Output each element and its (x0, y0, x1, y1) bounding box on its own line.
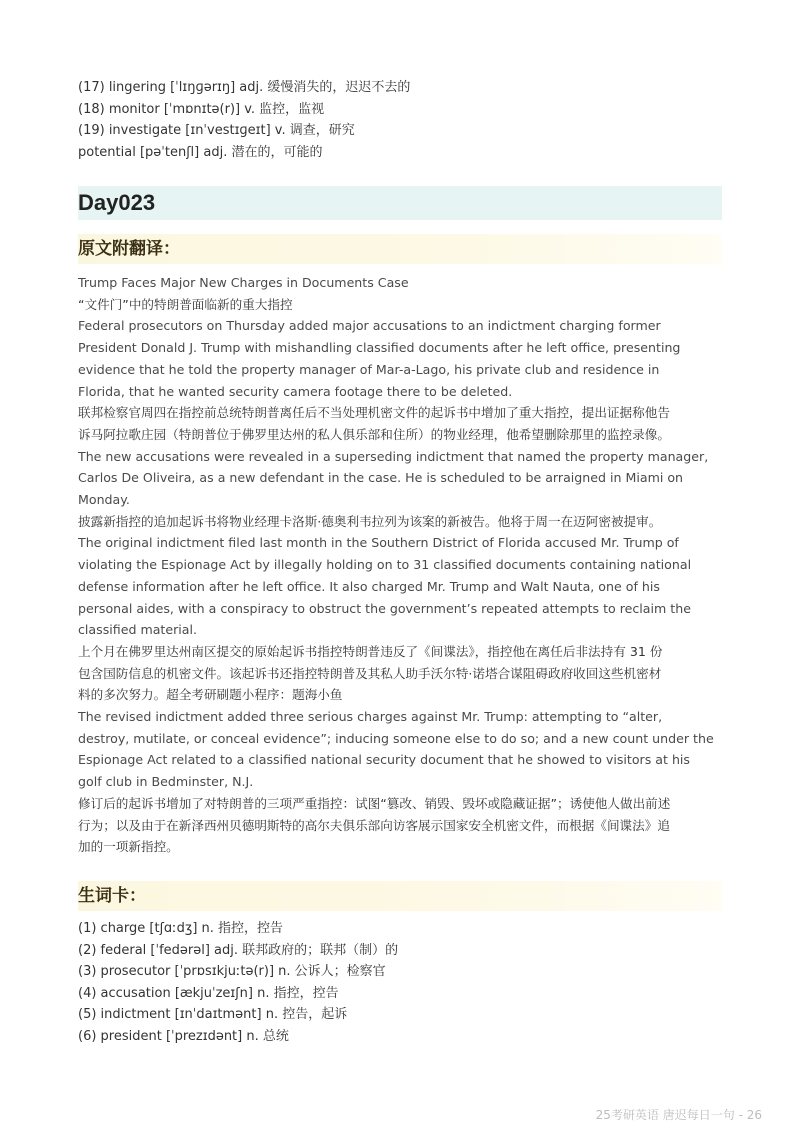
vocab-item: (6) president [ˈprezɪdənt] n. 总统 (78, 1028, 289, 1044)
vocab-item: (18) monitor [ˈmɒnɪtə(r)] v. 监控，监视 (78, 101, 325, 117)
vocab-item: (3) prosecutor [ˈprɒsɪkjuːtə(r)] n. 公诉人；检察官 (78, 964, 386, 979)
article-line-english: golf club in Bedminster, N.J. (78, 774, 254, 790)
article-line-chinese: 联邦检察官周四在指控前总统特朗普离任后不当处理机密文件的起诉书中增加了重大指控，提出证据称他告 (78, 405, 670, 421)
article-line-english: Trump Faces Major New Charges in Documents Case (78, 275, 409, 290)
article-line-english: defense information after he left office. It also charged Mr. Trump and Walt Nauta, one of his (78, 578, 660, 594)
article-line-chinese: 上个月在佛罗里达州南区提交的原始起诉书指控特朗普违反了《间谍法》，指控他在离任后非法持有 31 份 (78, 643, 663, 659)
article-line-english: President Donald J. Trump with mishandling classified documents after he left office, presenting (78, 340, 681, 356)
vocab-item: (2) federal [ˈfedərəl] adj. 联邦政府的；联邦（制）的 (78, 942, 399, 958)
article-body (78, 272, 722, 858)
vocab-list-bottom (78, 918, 722, 1047)
page-footer: 25考研英语 唐迟每日一句 - 26 (595, 1108, 762, 1122)
article-line-english: evidence that he told the property manager of Mar-a-Lago, his private club and residence in (78, 361, 660, 377)
article-line-english: The new accusations were revealed in a superseding indictment that named the property manager, (78, 448, 709, 464)
vocab-item: (5) indictment [ɪnˈdaɪtmənt] n. 控告，起诉 (78, 1007, 348, 1022)
article-line-chinese: 行为；以及由于在新泽西州贝德明斯特的高尔夫俱乐部向访客展示国家安全机密文件，而根据《间谍法》追 (78, 817, 670, 833)
article-line-english: classified material. (78, 622, 198, 638)
article-line-english: Monday. (78, 492, 130, 508)
vocab-section-banner (78, 881, 722, 911)
article-line-chinese: “文件门”中的特朗普面临新的重大指控 (78, 296, 293, 312)
day-heading-banner (78, 186, 722, 220)
vocab-item: potential [pəˈtenʃl] adj. 潜在的，可能的 (78, 144, 323, 160)
article-line-chinese: 料的多次努力。超全考研刷题小程序：题海小鱼 (78, 687, 343, 703)
article-line-english: destroy, mutilate, or conceal evidence”; inducing someone else to do so; and a new count under the (78, 730, 714, 746)
day-title: Day023 (78, 190, 156, 215)
article-line-english: Federal prosecutors on Thursday added major accusations to an indictment charging former (78, 318, 661, 334)
vocab-section-title: 生词卡： (78, 886, 146, 906)
article-line-chinese: 包含国防信息的机密文件。该起诉书还指控特朗普及其私人助手沃尔特·诺塔合谋阻碍政府收回这些机密材 (78, 665, 662, 681)
article-line-english: Carlos De Oliveira, as a new defendant in the case. He is scheduled to be arraigned in Miami on (78, 470, 684, 486)
vocab-item: (19) investigate [ɪnˈvestɪɡeɪt] v. 调查，研究 (78, 123, 355, 138)
article-line-chinese: 修订后的起诉书增加了对特朗普的三项严重指控：试图“篡改、销毁、毁坏或隐藏证据”；诱使他人做出前述 (78, 795, 671, 811)
article-line-english: Espionage Act related to a classified national security document that he showed to visitors at his (78, 752, 690, 768)
vocab-list-top (78, 77, 722, 163)
article-line-chinese: 诉马阿拉歌庄园（特朗普位于佛罗里达州的私人俱乐部和住所）的物业经理，他希望删除那里的监控录像。 (78, 426, 670, 442)
vocab-item: (4) accusation [ækjuˈzeɪʃn] n. 指控，控告 (78, 985, 339, 1001)
original-text-section-banner (78, 234, 722, 264)
article-line-english: The original indictment filed last month in the Southern District of Florida accused Mr. Trump of (78, 535, 679, 551)
article-line-chinese: 加的一项新指控。 (78, 839, 179, 855)
article-line-english: Florida, that he wanted security camera footage there to be deleted. (78, 383, 513, 399)
article-line-english: personal aides, with a conspiracy to obstruct the government’s repeated attempts to reclaim the (78, 600, 691, 616)
article-line-english: The revised indictment added three serious charges against Mr. Trump: attempting to “alter, (78, 709, 663, 725)
vocab-item: (17) lingering [ˈlɪŋɡərɪŋ] adj. 缓慢消失的，迟迟不去的 (78, 80, 411, 95)
article-line-chinese: 披露新指控的追加起诉书将物业经理卡洛斯·德奥利韦拉列为该案的新被告。他将于周一在迈阿密被提审。 (78, 513, 662, 529)
vocab-item: (1) charge [tʃɑːdʒ] n. 指控，控告 (78, 921, 284, 936)
original-text-section-title: 原文附翻译： (78, 239, 180, 259)
article-line-english: violating the Espionage Act by illegally holding on to 31 classified documents containing national (78, 557, 692, 573)
